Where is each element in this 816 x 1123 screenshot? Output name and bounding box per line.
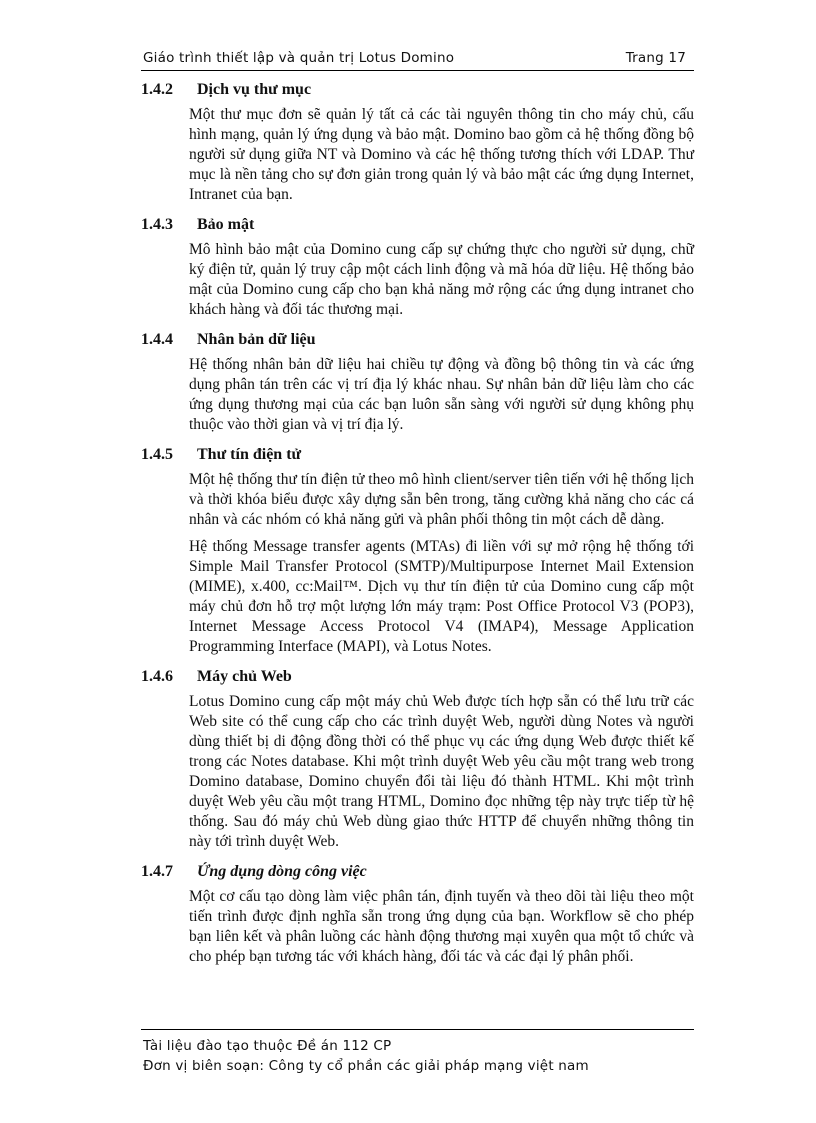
section-heading	[141, 215, 694, 235]
paragraph: Mô hình bảo mật của Domino cung cấp sự chứng thực cho người sử dụng, chữ ký điện tử, quản lý truy cập một cách linh động và mã hóa dữ liệu. Hệ thống bảo mật của Domino cung cấp cho bạn khả năng mở rộng các ứng dụng intranet cho khách hàng và đối tác thương mại.	[189, 241, 694, 318]
header-title: Giáo trình thiết lập và quản trị Lotus Domino	[143, 50, 455, 66]
page-footer	[143, 1036, 589, 1076]
paragraph: Một thư mục đơn sẽ quản lý tất cả các tài nguyên thông tin cho máy chủ, cấu hình mạng, quản lý ứng dụng và bảo mật. Domino bao gồm cả hệ thống đồng bộ người sử dụng giữa NT và Domino và các hệ thống tương thích với LDAP. Thư mục là nền tảng cho sự đơn giản trong quản lý và bảo mật các ứng dụng Internet, Intranet của bạn.	[189, 106, 694, 203]
section-title: Máy chủ Web	[197, 668, 292, 685]
section-title: Thư tín điện tử	[197, 446, 302, 463]
paragraph: Hệ thống nhân bản dữ liệu hai chiều tự động và đồng bộ thông tin và các ứng dụng phân tán trên các vị trí địa lý khác nhau. Sự nhân bản dữ liệu làm cho các ứng dụng thương mại của các bạn luôn sẵn sàng với người sử dụng không phụ thuộc vào thời gian và vị trí địa lý.	[189, 356, 694, 433]
section-heading	[141, 445, 694, 465]
document-body	[141, 80, 694, 974]
section-number: 1.4.2	[141, 81, 173, 98]
footer-rule	[141, 1029, 694, 1030]
header-rule	[141, 70, 694, 71]
section-number: 1.4.3	[141, 216, 173, 233]
section-1-4-5	[141, 445, 694, 657]
section-1-4-3	[141, 215, 694, 320]
section-title: Dịch vụ thư mục	[197, 81, 312, 98]
footer-line-author: Đơn vị biên soạn: Công ty cổ phần các giải pháp mạng việt nam	[143, 1058, 589, 1074]
section-1-4-2	[141, 80, 694, 205]
section-1-4-4	[141, 330, 694, 435]
section-number: 1.4.6	[141, 668, 173, 685]
section-number: 1.4.7	[141, 863, 173, 880]
section-heading	[141, 667, 694, 687]
section-title: Bảo mật	[197, 216, 255, 233]
page-number: Trang 17	[625, 50, 686, 66]
section-heading	[141, 330, 694, 350]
section-1-4-7	[141, 862, 694, 967]
section-1-4-6	[141, 667, 694, 852]
paragraph: Một hệ thống thư tín điện tử theo mô hình client/server tiên tiến với hệ thống lịch và thời khóa biểu được xây dựng sẵn bên trong, tăng cường khả năng cho các cá nhân và các nhóm có khả năng gửi và phân phối thông tin một cách dễ dàng.	[189, 471, 694, 528]
section-number: 1.4.4	[141, 331, 173, 348]
section-title: Ứng dụng dòng công việc	[197, 863, 367, 880]
footer-line-project: Tài liệu đào tạo thuộc Đề án 112 CP	[143, 1038, 392, 1054]
paragraph: Hệ thống Message transfer agents (MTAs) đi liền với sự mở rộng hệ thống tới Simple Mail Transfer Protocol (SMTP)/Multipurpose Internet Mail Extension (MIME), x.400, cc:Mail™. Dịch vụ thư tín điện tử của Domino cung cấp một máy chủ đơn hỗ trợ một lượng lớn máy trạm: Post Office Protocol V3 (POP3), Internet Message Access Protocol V4 (IMAP4), Message Application Programming Interface (MAPI), và Lotus Notes.	[189, 538, 694, 655]
section-heading	[141, 862, 694, 882]
paragraph: Một cơ cấu tạo dòng làm việc phân tán, định tuyến và theo dõi tài liệu theo một tiến trình được định nghĩa sẵn trong ứng dụng của bạn. Workflow sẽ cho phép bạn liên kết và phân luồng các hành động thương mại xuyên qua một tổ chức và cho phép bạn tương tác với khách hàng, đối tác và các đại lý phân phối.	[189, 888, 694, 965]
section-title: Nhân bản dữ liệu	[197, 331, 316, 348]
section-heading	[141, 80, 694, 100]
section-number: 1.4.5	[141, 446, 173, 463]
paragraph: Lotus Domino cung cấp một máy chủ Web được tích hợp sẵn có thể lưu trữ các Web site có thể cung cấp cho các trình duyệt Web, người dùng Notes và người dùng thiết bị di động đồng thời có thể phục vụ các ứng dụng Web được thiết kế trong các Notes database. Khi một trình duyệt Web yêu cầu một trang web trong Domino database, Domino chuyển đổi tài liệu đó thành HTML. Khi một trình duyệt Web yêu cầu một trang HTML, Domino đọc những tệp này trực tiếp từ hệ thống. Sau đó máy chủ Web dùng giao thức HTTP để chuyển những thông tin này tới trình duyệt Web.	[189, 693, 694, 850]
